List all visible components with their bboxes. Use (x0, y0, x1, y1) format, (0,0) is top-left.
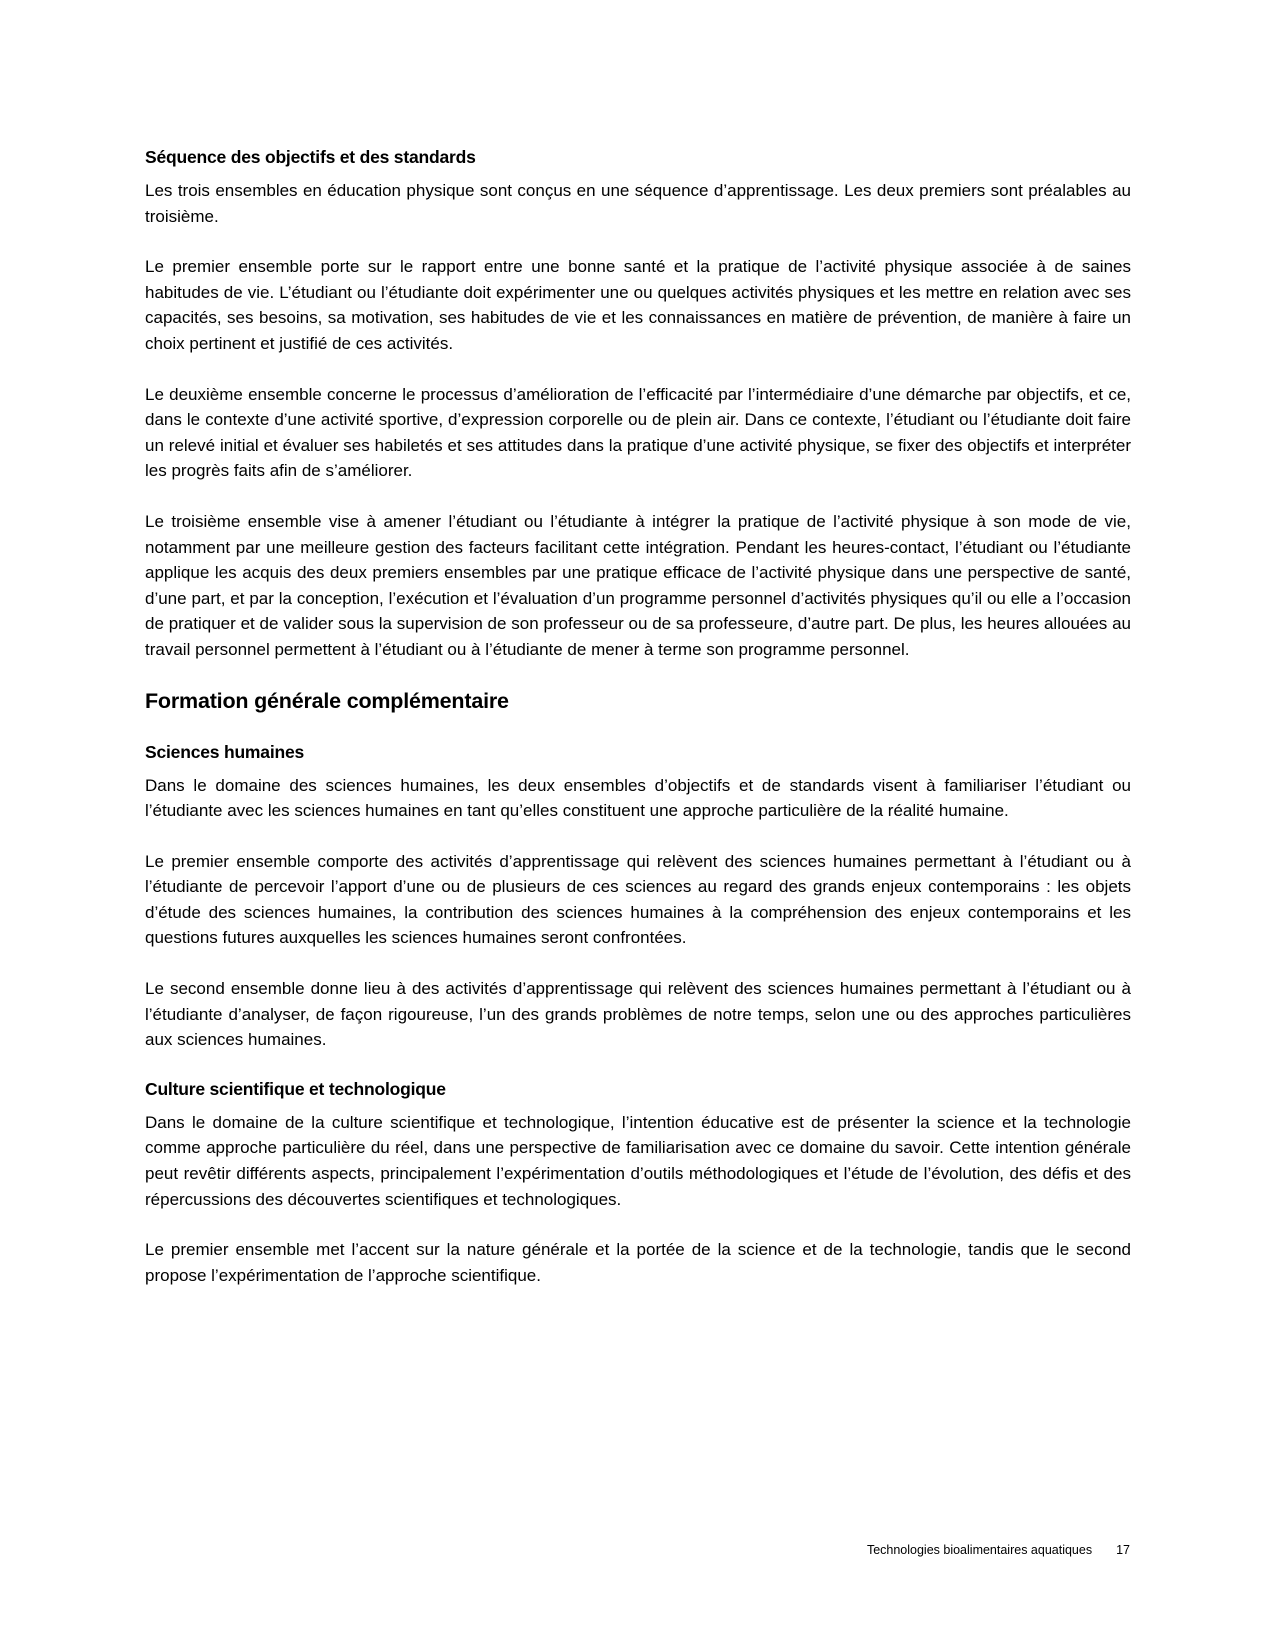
section-heading-sequence-objectifs: Séquence des objectifs et des standards (145, 147, 476, 167)
paragraph-sciences-humaines-premier: Le premier ensemble comporte des activités d’apprentissage qui relèvent des sciences humaines permettant à l’étudiant ou à l’étudiante de percevoir l’apport d’une ou de plusieurs de ces sciences au regard des grands enjeux contemporains : les objets d’étude des sciences humaines, la contribution des sciences humaines à la compréhension des enjeux contemporains et les questions futures auxquelles les sciences humaines seront confrontées. (145, 851, 1131, 948)
paragraph-troisieme-ensemble-ep: Le troisième ensemble vise à amener l’étudiant ou l’étudiante à intégrer la pratique de l’activité physique à son mode de vie, notamment par une meilleure gestion des facteurs facilitant cette intégration. Pendant les heures-contact, l’étudiant ou l’étudiante applique les acquis des deux premiers ensembles par une pratique efficace de l’activité physique dans une perspective de santé, d’une part, et par la conception, l’exécution et l’évaluation d’un programme personnel d’activités physiques qu’il ou elle a l’occasion de pratiquer et de valider sous la supervision de son professeur ou de sa professeure, d’autre part. De plus, les heures allouées au travail personnel permettent à l’étudiant ou à l’étudiante de mener à terme son programme personnel. (145, 511, 1131, 659)
paragraph-sciences-humaines-intro: Dans le domaine des sciences humaines, les deux ensembles d’objectifs et de standards visent à familiariser l’étudiant ou l’étudiante avec les sciences humaines en tant qu’elles constituent une approche particulière de la réalité humaine. (145, 775, 1131, 821)
page-footer (867, 1543, 1130, 1558)
footer-page-number: 17 (1116, 1543, 1130, 1557)
paragraph-culture-scientifique-ensembles: Le premier ensemble met l’accent sur la nature générale et la portée de la science et de la technologie, tandis que le second propose l’expérimentation de l’approche scientifique. (145, 1240, 1131, 1285)
section-heading-sciences-humaines: Sciences humaines (145, 741, 305, 762)
paragraph-sciences-humaines-second: Le second ensemble donne lieu à des activités d’apprentissage qui relèvent des sciences humaines permettant à l’étudiant ou à l’étudiante d’analyser, de façon rigoureuse, l’un des grands problèmes de notre temps, selon une ou des approches particulières aux sciences humaines. (145, 979, 1131, 1050)
paragraph-deuxieme-ensemble-ep: Le deuxième ensemble concerne le processus d’amélioration de l’efficacité par l’intermédiaire d’une démarche par objectifs, et ce, dans le contexte d’une activité sportive, d’expression corporelle ou de plein air. Dans ce contexte, l’étudiant ou l’étudiante doit faire un relevé initial et évaluer ses habiletés et ses attitudes dans la pratique d’une activité physique, se fixer des objectifs et interpréter les progrès faits afin de s’améliorer. (145, 384, 1131, 481)
paragraph-trois-ensembles: Les trois ensembles en éducation physique sont conçus en une séquence d’apprentissage. Les deux premiers sont préalables au troisième. (145, 181, 1131, 226)
footer-document-title: Technologies bioalimentaires aquatiques (866, 1543, 1093, 1557)
section-heading-culture-scientifique: Culture scientifique et technologique (145, 1078, 446, 1099)
main-heading-formation-generale: Formation générale complémentaire (145, 688, 509, 713)
document-content (145, 146, 1131, 1313)
paragraph-premier-ensemble-ep: Le premier ensemble porte sur le rapport entre une bonne santé et la pratique de l’activité physique associée à de saines habitudes de vie. L’étudiant ou l’étudiante doit expérimenter une ou quelques activités physiques et les mettre en relation avec ses capacités, ses besoins, sa motivation, ses habitudes de vie et les connaissances en matière de prévention, de manière à faire un choix pertinent et justifié de ces activités. (145, 257, 1131, 353)
paragraph-culture-scientifique-intro: Dans le domaine de la culture scientifique et technologique, l’intention éducative est de présenter la science et la technologie comme approche particulière du réel, dans une perspective de familiarisation avec ce domaine du savoir. Cette intention générale peut revêtir différents aspects, principalement l’expérimentation d’outils méthodologiques et l’étude de l’évolution, des défis et des répercussions des découvertes scientifiques et technologiques. (145, 1112, 1131, 1209)
